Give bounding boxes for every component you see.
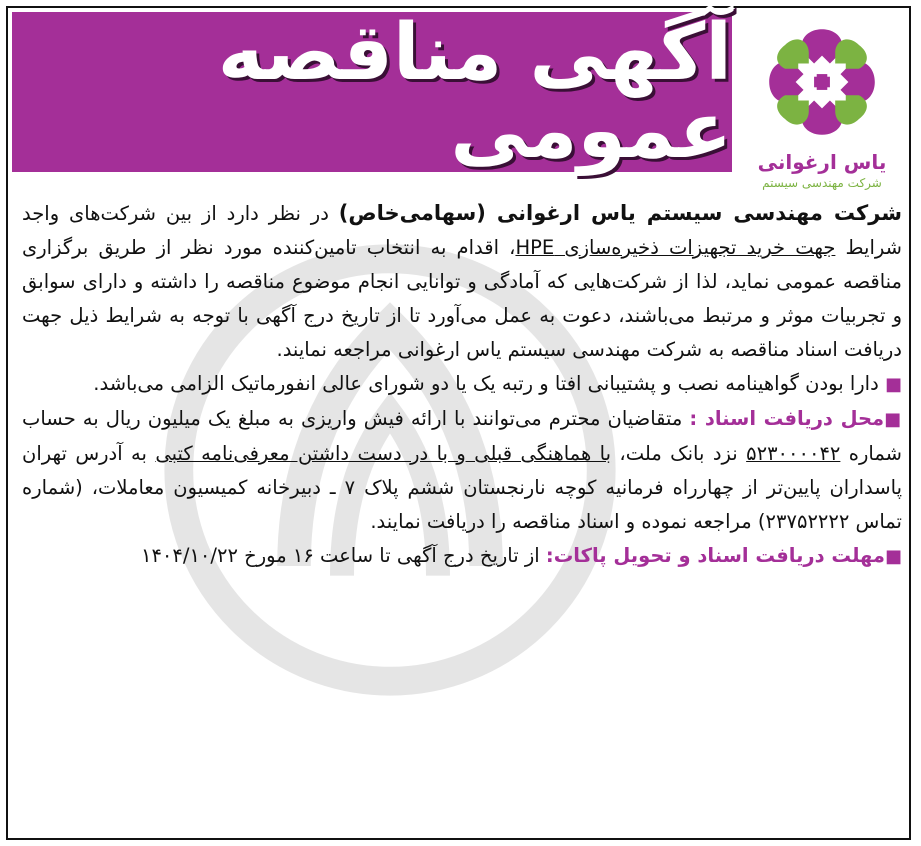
- intro-paragraph: [22, 196, 902, 367]
- logo-emblem-icon: [756, 16, 888, 148]
- title-banner: [12, 8, 732, 176]
- documents-text-2: نزد بانک ملت،: [611, 442, 747, 465]
- intro-text-1: در نظر دارد از بین شرکت‌های واجد شرایط: [22, 202, 902, 259]
- account-number: ۵۲۳۰۰۰۰۴۲: [746, 442, 841, 465]
- documents-text-3: به آدرس تهران پاسداران پایین‌تر از چهارراه فرمانیه کوچه نارنجستان ششم پلاک ۷ ـ دبیرخانه کمیسیون معاملات، (شماره تماس ۲۳۷۵۲۲۲۲) مراجعه نموده و اسناد مناقصه را دریافت نمایند.: [22, 442, 902, 533]
- intro-text-2: ، اقدام به انتخاب تامین‌کننده مورد نظر از طریق برگزاری مناقصه عمومی نماید، لذا از شرکت‌هایی که آمادگی و توانایی انجام موضوع مناقصه را داشته و دارای سوابق و تجربیات موثر و مرتبط می‌باشند، دعوت به عمل می‌آورد تا از تاریخ درج آگهی با توجه به شرایط ذیل جهت دریافت اسناد مناقصه به شرکت مهندسی سیستم یاس ارغوانی مراجعه نمایند.: [22, 236, 902, 361]
- condition-paragraph: [22, 367, 902, 402]
- deadline-paragraph: [22, 539, 902, 574]
- tender-subject: جهت خرید تجهیزات ذخیره‌سازی HPE: [515, 236, 836, 259]
- company-logo: [740, 16, 904, 196]
- documents-label: محل دریافت اسناد :: [689, 407, 885, 430]
- logo-name: یاس ارغوانی: [757, 150, 887, 174]
- condition-text: دارا بودن گواهینامه نصب و پشتیبانی افتا و رتبه یک یا دو شورای عالی انفورماتیک الزامی می‌باشد.: [93, 372, 879, 395]
- documents-paragraph: [22, 402, 902, 539]
- documents-text-1: متقاضیان محترم می‌توانند با ارائه فیش واریزی به مبلغ یک میلیون ریال به حساب شماره: [22, 407, 902, 465]
- deadline-text: از تاریخ درج آگهی تا ساعت ۱۶ مورخ ۱۴۰۴/۱۰/۲۲: [140, 544, 546, 567]
- bullet-icon: ■: [884, 409, 902, 430]
- bullet-icon: ■: [884, 374, 902, 395]
- deadline-label: مهلت دریافت اسناد و تحویل پاکات:: [545, 544, 885, 567]
- notice-body: [22, 196, 902, 574]
- bullet-icon: ■: [884, 546, 902, 567]
- page-title: آگهی مناقصه عمومی: [217, 8, 732, 176]
- logo-subtitle: شرکت مهندسی سیستم: [762, 176, 882, 190]
- company-name: شرکت مهندسی سیستم یاس ارغوانی (سهامی‌خاص): [338, 201, 902, 225]
- coordination-note: با هماهنگی قبلی و با در دست داشتن معرفی‌نامه کتبی: [155, 442, 612, 465]
